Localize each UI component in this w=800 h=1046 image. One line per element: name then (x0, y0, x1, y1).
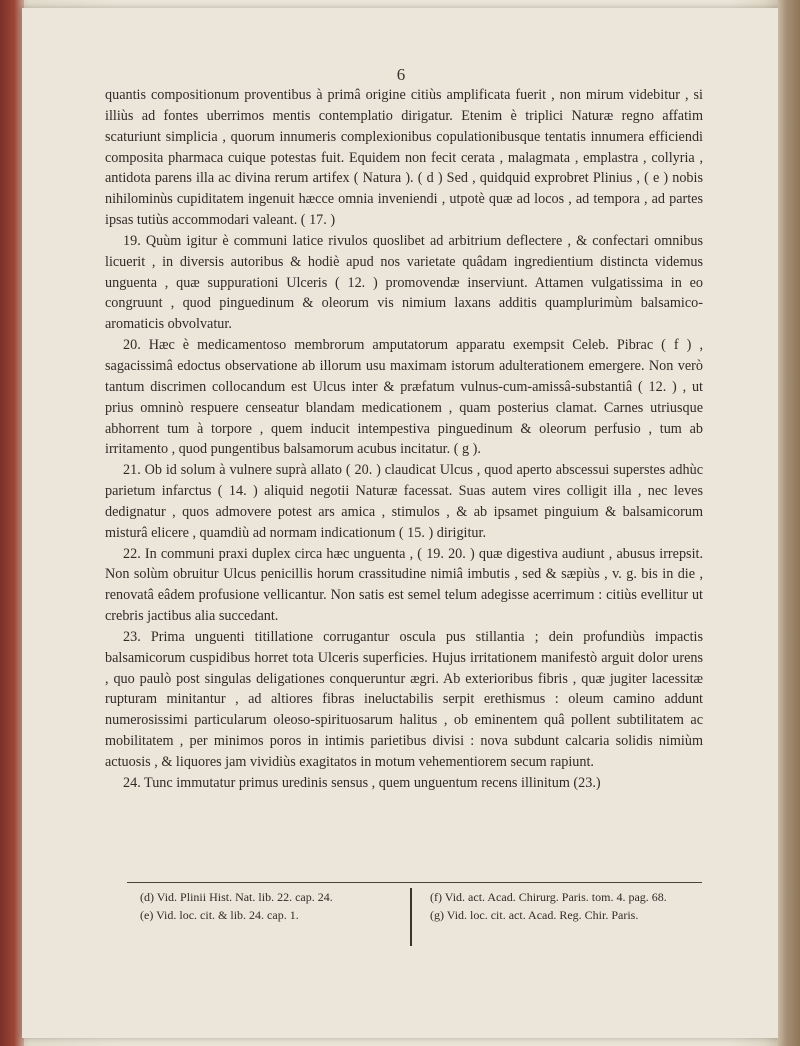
paragraph-24: 24. Tunc immutatur primus uredinis sensus , quem unguentum recens illinitum (23.) (123, 774, 601, 791)
footnotes-right (430, 888, 702, 924)
paragraph-continued: quantis compositionum proventibus à primâ origine citiùs amplificata fuerit , non mirum videbitur , si illiùs ad fontes uberrimos mentis contemplatio dirigatur. Etenim è triplici Naturæ regno affatim scaturiunt simplicia , quorum innumeris complexionibus copulationibusque tentatis innumera efficiendi composita pharmaca cuique potestas fuit. Equidem non fecit cerata , malagmata , emplastra , collyria , antidota parens illa ac divina rerum artifex ( Natura ). ( d ) Sed , quidquid exprobret Plinius , ( e ) nobis nihilominùs cupiditatem ingenuit hæcce omnia inveniendi , utpotè quæ ad locos , ad tempora , ad partes ipsas tutiùs accommodari valeant. ( 17. ) (105, 87, 703, 229)
footnote-f: (f) Vid. act. Acad. Chirurg. Paris. tom. 4. pag. 68. (430, 890, 667, 904)
footnotes-left (140, 888, 410, 924)
right-page-edge (778, 0, 800, 1046)
paragraph-19: 19. Quùm igitur è communi latice rivulos quoslibet ad arbitrium deflectere , & confectari omnibus licuerit , in diversis autoribus & hodiè apud nos varietate quâdam ingredientium distincta videmus unguenta , quæ suppurationi Ulceris ( 12. ) promovendæ inserviunt. Attamen vulgatissima in eo congruunt , quod pinguedinum & oleorum vis nimium laxans additis quamplurimùm balsamico-aromaticis obvolvatur. (105, 232, 703, 333)
paragraph-22: 22. In communi praxi duplex circa hæc unguenta , ( 19. 20. ) quæ digestiva audiunt , abusus irrepsit. Non solùm obruitur Ulcus penicillis horum crassitudine nimiâ imbutis , sed & sæpiùs , v. g. bis in die , renovatâ eâdem profusione vellicantur. Non satis est semel telum adegisse acerrimum : citiùs evellitur ut crebris jactibus alia succedant. (105, 545, 703, 625)
footnote-rule (127, 882, 702, 883)
paragraph-23: 23. Prima unguenti titillatione corrugantur oscula pus stillantia ; dein profundiùs impactis balsamicorum cuspidibus horret tota Ulceris superficies. Hujus irritationem manifestò arguit dolor urens , quo paulò post singulas deligationes conqueruntur ægri. Ab exterioribus fibris , quæ jugiter lacessitæ rupturam minitantur , ad altiores fibras ineluctabilis serpit erethismus : oleum camino addunt numerosissimi particularum oleoso-spirituosarum halitus , ob eminentem quâ pollent subtilitatem ac mobilitatem , per minimos poros in intimis parietibus divisi : nova subdunt calcaria solidis nimiùm actuosis , & liquores jam vividiùs exagitatos in motum vehementiorem secum rapiunt. (105, 628, 703, 770)
body-text (105, 85, 703, 794)
footnote-g: (g) Vid. loc. cit. act. Acad. Reg. Chir. Paris. (430, 908, 639, 922)
page-number: 6 (396, 65, 406, 84)
footnote-column-divider (410, 888, 412, 946)
page-sheet (22, 8, 780, 1038)
left-binding-edge (0, 0, 24, 1046)
footnote-d: (d) Vid. Plinii Hist. Nat. lib. 22. cap. 24. (140, 890, 333, 904)
paragraph-20: 20. Hæc è medicamentoso membrorum amputatorum apparatu exempsit Celeb. Pibrac ( f ) , sagacissimâ edoctus observatione ab illorum usu maximam istorum adulterationem emergere. Non verò tantum discrimen collocandum est Ulcus inter & præfatum vulnus-cum-amissâ-substantiâ ( 12. ) , ut prius omninò respuere censeatur blandam medicationem , quam posterius clamat. Carnes utriusque abhorrent tum à torpore , quem inducit intempestiva pinguedinum & oleorum perfusio , tum ab irritamento , quod pungentibus balsamorum acubus incitatur. ( g ). (105, 337, 703, 458)
paragraph-21: 21. Ob id solum à vulnere suprà allato ( 20. ) claudicat Ulcus , quod aperto abscessui superstes adhùc parietum infarctus ( 14. ) aliquid negotii Naturæ facessat. Suas autem vires colligit illa , nec leves dedignatur , quos admovere potest ars amica , stimulos , & ab ipsamet pinguium & balsamicorum misturâ elicere , quamdiù ad normam indicationum ( 15. ) dirigitur. (105, 462, 703, 541)
footnote-e: (e) Vid. loc. cit. & lib. 24. cap. 1. (140, 908, 299, 922)
